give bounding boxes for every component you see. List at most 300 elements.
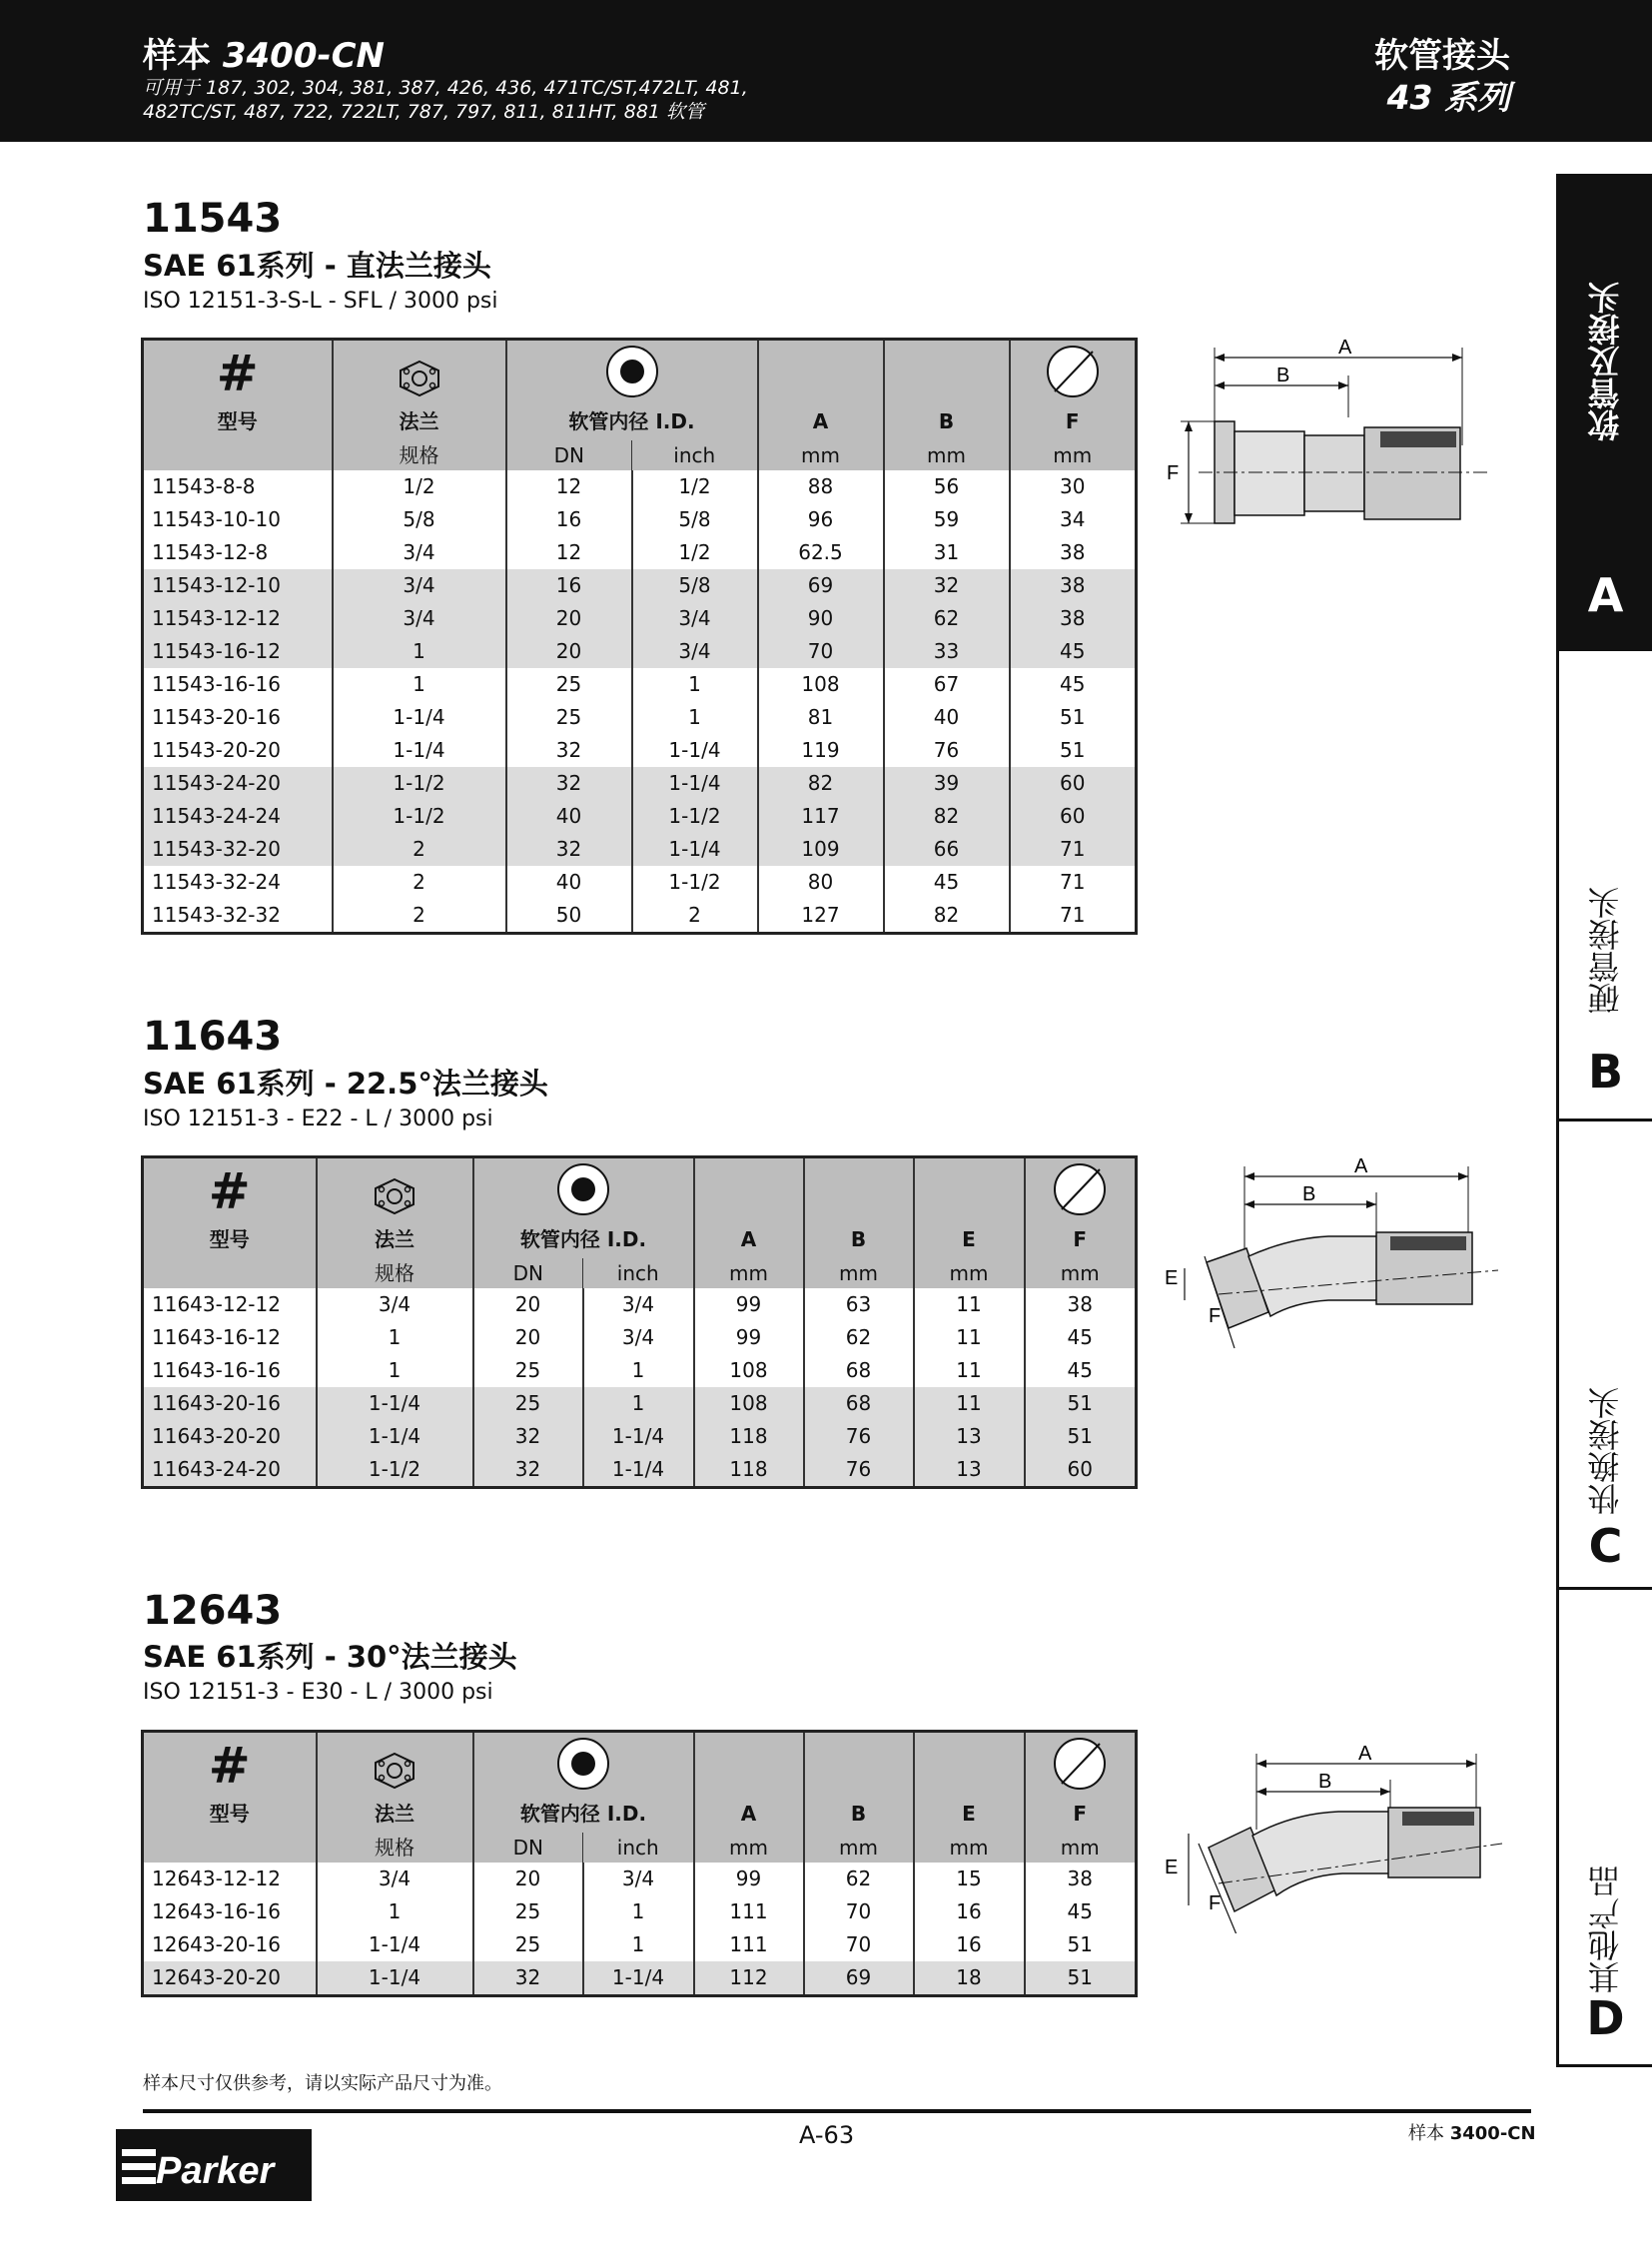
table-cell: 1 [583,1387,694,1420]
table-cell: 108 [694,1387,804,1420]
parker-logo [116,2129,312,2201]
col-flange: 法兰 [317,1795,473,1833]
col-f: F [1025,1220,1137,1258]
col-dn: DN [473,1258,583,1288]
table-cell: 11543-12-10 [143,569,333,602]
tab-label: 快换接头 [1586,1387,1625,1515]
table-cell: 38 [1010,569,1137,602]
table-cell: 11543-32-24 [143,866,333,899]
unit-f: mm [1025,1258,1137,1288]
tab-letter: C [1588,1519,1623,1573]
col-hose-id: 软管内径 I.D. [506,402,758,440]
table-cell: 5/8 [333,503,506,536]
table-cell: 111 [694,1895,804,1928]
table-cell: 62 [804,1863,914,1895]
table-cell: 11 [914,1354,1025,1387]
table-row [143,470,1137,503]
dim-a-label: A [1358,1743,1372,1765]
col-dn: DN [506,440,632,470]
catalog-number: 3400-CN [222,36,385,76]
col-b: B [884,402,1010,440]
logo-text: Parker [156,2150,275,2192]
flange-22-diagram [1159,1152,1518,1352]
catalog-reference [1408,2119,1536,2145]
unit-b: mm [804,1833,914,1863]
table-cell: 40 [506,800,632,833]
table-cell: 1 [632,668,758,701]
table-cell: 62 [884,602,1010,635]
col-a: A [694,1795,804,1833]
tab-letter: D [1586,1991,1625,2045]
table-row [143,635,1137,668]
tab-quick-couplings[interactable] [1559,1121,1652,1587]
table-cell: 76 [804,1453,914,1488]
unit-b: mm [804,1258,914,1288]
table-cell: 1-1/2 [632,866,758,899]
dim-f-label: F [1209,1892,1222,1914]
table-cell: 1 [333,635,506,668]
table-cell: 1-1/2 [333,767,506,800]
table-cell: 11 [914,1288,1025,1321]
table-cell: 3/4 [317,1863,473,1895]
applies-line-1: 可用于 187, 302, 304, 381, 387, 426, 436, 471TC/ST,472LT, 481, [143,77,748,99]
table-cell: 2 [333,899,506,934]
table-cell: 67 [884,668,1010,701]
table-cell: 1-1/4 [632,767,758,800]
table-cell: 11643-20-20 [143,1420,317,1453]
table-cell: 40 [506,866,632,899]
table-cell: 56 [884,470,1010,503]
table-cell: 13 [914,1453,1025,1488]
table-row [143,668,1137,701]
table-cell: 11643-16-16 [143,1354,317,1387]
table-cell: 99 [694,1288,804,1321]
hash-symbol: # [143,1157,317,1221]
page-header [0,0,1652,142]
col-b: B [804,1220,914,1258]
table-cell: 118 [694,1453,804,1488]
table-cell: 11643-24-20 [143,1453,317,1488]
col-inch: inch [583,1258,694,1288]
dim-b-label: B [1302,1183,1316,1205]
table-cell: 1-1/4 [317,1961,473,1996]
table-row [143,1928,1137,1961]
od-column-icon [1025,1157,1137,1221]
straight-flange-diagram [1159,336,1518,535]
table-cell: 3/4 [333,602,506,635]
table-row [143,899,1137,934]
flange-column-icon [333,340,506,403]
table-cell: 25 [506,668,632,701]
table-cell: 69 [804,1961,914,1996]
table-cell: 1-1/2 [317,1453,473,1488]
col-inch: inch [583,1833,694,1863]
section-number: 11543 [143,196,283,242]
category-title: 软管接头 [1374,36,1510,76]
table-cell: 12643-20-20 [143,1961,317,1996]
section-number: 12643 [143,1588,283,1634]
table-cell: 51 [1060,738,1086,762]
col-flange: 法兰 [317,1220,473,1258]
table-cell: 3/4 [632,635,758,668]
table-row [143,800,1137,833]
table-cell: 32 [473,1453,583,1488]
od-column-icon [1025,1732,1137,1796]
table-cell: 111 [694,1928,804,1961]
table-cell: 119 [758,734,884,767]
table-cell: 12643-12-12 [143,1863,317,1895]
table-cell: 3/4 [632,602,758,635]
table-cell: 32 [473,1420,583,1453]
table-cell: 1/2 [632,536,758,569]
diameter-icon [1052,1162,1108,1216]
dim-b-label: B [1318,1771,1332,1793]
table-cell: 108 [694,1354,804,1387]
section-standard: ISO 12151-3 - E30 - L / 3000 psi [143,1680,493,1705]
footnote: 样本尺寸仅供参考，请以实际产品尺寸为准。 [143,2073,502,2094]
table-cell: 1-1/4 [632,833,758,866]
table-cell: 16 [914,1928,1025,1961]
tab-label: 软管及接头 [1586,282,1625,441]
col-flange-size: 规格 [317,1833,473,1863]
table-cell: 11643-20-16 [143,1387,317,1420]
table-cell: 90 [758,602,884,635]
unit-b: mm [884,440,1010,470]
table-cell: 2 [632,899,758,934]
table-cell: 32 [473,1961,583,1996]
tab-other-products[interactable] [1559,1590,1652,2058]
unit-e: mm [914,1833,1025,1863]
table-cell: 63 [804,1288,914,1321]
table-row [143,1420,1137,1453]
flange-icon [370,1751,419,1791]
table-cell: 11543-20-16 [143,701,333,734]
table-cell: 1-1/2 [333,800,506,833]
spec-table [141,1155,1138,1489]
table-cell: 39 [884,767,1010,800]
table-cell: 45 [1067,1899,1093,1923]
dim-f-label: F [1167,462,1180,484]
table-cell: 34 [1060,507,1086,531]
section-title: SAE 61系列 - 30°法兰接头 [143,1640,517,1674]
hose-id-column-icon [473,1732,694,1796]
table-cell: 1-1/4 [333,734,506,767]
table-cell: 20 [473,1863,583,1895]
table-cell: 11543-32-20 [143,833,333,866]
col-f: F [1010,402,1137,440]
hose-id-icon [604,345,660,398]
table-row [143,1387,1137,1420]
col-dn: DN [473,1833,583,1863]
table-cell: 1 [333,668,506,701]
table-cell: 11543-12-8 [143,536,333,569]
flange-icon [395,359,444,398]
table-cell: 82 [884,899,1010,934]
table-cell: 71 [1010,833,1137,866]
flange-column-icon [317,1157,473,1221]
table-cell: 2 [333,833,506,866]
spec-table [141,1730,1138,1997]
col-flange-size: 规格 [317,1258,473,1288]
table-cell: 5/8 [632,569,758,602]
col-e: E [914,1795,1025,1833]
table-cell: 11543-8-8 [143,470,333,503]
catalog-title [143,28,385,77]
table-cell: 32 [506,734,632,767]
table-row [143,1321,1137,1354]
table-cell: 62.5 [758,536,884,569]
table-cell: 99 [694,1321,804,1354]
flange-column-icon [317,1732,473,1796]
table-cell: 1-1/4 [583,1420,694,1453]
table-cell: 109 [758,833,884,866]
col-inch: inch [632,440,758,470]
table-row [143,536,1137,569]
table-cell: 45 [884,866,1010,899]
table-cell: 33 [884,635,1010,668]
table-cell: 76 [884,734,1010,767]
table-cell: 40 [884,701,1010,734]
table-cell: 12643-20-16 [143,1928,317,1961]
od-column-icon [1010,340,1137,403]
table-cell: 3/4 [583,1863,694,1895]
catalog-ref-prefix: 样本 [1408,2123,1444,2144]
table-cell: 32 [506,767,632,800]
col-flange: 法兰 [333,402,506,440]
tab-label: 硬管接头 [1586,887,1625,1015]
section-number: 11643 [143,1014,283,1060]
table-cell: 3/4 [583,1321,694,1354]
hose-id-column-icon [473,1157,694,1221]
col-a: A [758,402,884,440]
table-cell: 99 [694,1863,804,1895]
unit-a: mm [694,1833,804,1863]
table-cell: 31 [884,536,1010,569]
table-cell: 5/8 [632,503,758,536]
table-row [143,866,1137,899]
tab-letter: A [1587,568,1624,622]
table-cell: 60 [1010,800,1137,833]
tab-tube-fittings[interactable] [1559,651,1652,1119]
table-cell: 51 [1025,1420,1137,1453]
table-row [143,569,1137,602]
dim-e-label: E [1165,1857,1179,1878]
table-cell: 45 [1010,635,1137,668]
table-cell: 16 [506,569,632,602]
table-cell: 25 [473,1354,583,1387]
table-cell: 108 [758,668,884,701]
table-cell: 3/4 [583,1288,694,1321]
table-cell: 1 [632,701,758,734]
table-cell: 70 [758,635,884,668]
table-row [143,833,1137,866]
table-cell: 1-1/4 [583,1453,694,1488]
col-e: E [914,1220,1025,1258]
table-cell: 62 [804,1321,914,1354]
table-cell: 60 [1025,1453,1137,1488]
col-model: 型号 [143,1220,317,1258]
table-row [143,602,1137,635]
table-cell: 88 [758,470,884,503]
table-cell: 20 [506,635,632,668]
table-cell: 96 [758,503,884,536]
table-cell: 70 [804,1895,914,1928]
table-cell: 15 [914,1863,1025,1895]
unit-f: mm [1010,440,1137,470]
tab-hoses-fittings[interactable] [1559,177,1652,648]
table-cell: 71 [1060,870,1086,894]
table-cell: 50 [506,899,632,934]
table-cell: 3/4 [333,569,506,602]
dim-f-label: F [1209,1305,1222,1327]
table-cell: 1-1/4 [317,1387,473,1420]
table-cell: 11543-16-12 [143,635,333,668]
hose-id-column-icon [506,340,758,403]
page-number: A-63 [799,2121,855,2149]
section-standard: ISO 12151-3 - E22 - L / 3000 psi [143,1107,493,1131]
tab-letter: B [1587,1045,1624,1099]
table-cell: 45 [1067,1358,1093,1382]
table-cell: 60 [1010,767,1137,800]
col-hose-id: 软管内径 I.D. [473,1220,694,1258]
table-cell: 13 [914,1420,1025,1453]
table-cell: 45 [1067,1325,1093,1349]
diameter-icon [1045,345,1101,398]
table-row [143,767,1137,800]
table-cell: 80 [758,866,884,899]
diameter-icon [1052,1737,1108,1791]
table-cell: 25 [473,1895,583,1928]
table-row [143,734,1137,767]
table-cell: 12 [506,536,632,569]
table-row [143,503,1137,536]
table-cell: 11543-12-12 [143,602,333,635]
table-row [143,1961,1137,1996]
footer-rule [143,2109,1531,2113]
table-cell: 32 [506,833,632,866]
table-cell: 38 [1060,540,1086,564]
table-cell: 12 [506,470,632,503]
table-row [143,1453,1137,1488]
table-cell: 1 [317,1321,473,1354]
applies-to [143,76,748,124]
table-cell: 51 [1025,1961,1137,1996]
series-title: 43 系列 [1386,78,1510,117]
table-cell: 25 [506,701,632,734]
col-b: B [804,1795,914,1833]
table-cell: 11543-32-32 [143,899,333,934]
table-cell: 51 [1060,705,1086,729]
table-cell: 81 [758,701,884,734]
table-cell: 30 [1060,474,1086,498]
table-cell: 82 [884,800,1010,833]
flange-icon [370,1176,419,1216]
table-cell: 1-1/4 [632,734,758,767]
table-row [143,701,1137,734]
table-cell: 11543-24-24 [143,800,333,833]
table-cell: 18 [914,1961,1025,1996]
table-cell: 1 [583,1895,694,1928]
unit-a: mm [758,440,884,470]
dim-a-label: A [1354,1155,1368,1177]
unit-a: mm [694,1258,804,1288]
table-cell: 1-1/4 [317,1420,473,1453]
table-cell: 11643-16-12 [143,1321,317,1354]
table-row [143,1895,1137,1928]
table-cell: 112 [694,1961,804,1996]
table-cell: 1 [583,1928,694,1961]
table-cell: 11543-16-16 [143,668,333,701]
table-cell: 1 [583,1354,694,1387]
table-cell: 70 [804,1928,914,1961]
table-cell: 20 [506,602,632,635]
hash-symbol: # [143,1732,317,1796]
table-cell: 1/2 [632,470,758,503]
table-cell: 117 [758,800,884,833]
table-row [143,1288,1137,1321]
table-cell: 25 [473,1387,583,1420]
table-cell: 51 [1025,1387,1137,1420]
dim-a-label: A [1338,337,1352,359]
catalog-prefix: 样本 [143,36,211,76]
hose-id-icon [555,1737,611,1791]
dim-b-label: B [1276,365,1290,386]
table-cell: 32 [884,569,1010,602]
table-cell: 69 [758,569,884,602]
table-cell: 11 [914,1321,1025,1354]
table-cell: 11643-12-12 [143,1288,317,1321]
unit-f: mm [1025,1833,1137,1863]
table-cell: 127 [758,899,884,934]
table-cell: 51 [1067,1932,1093,1956]
table-cell: 66 [884,833,1010,866]
table-cell: 3/4 [317,1288,473,1321]
table-cell: 1-1/4 [317,1928,473,1961]
col-model: 型号 [143,402,333,440]
table-cell: 38 [1067,1867,1093,1890]
hose-id-icon [555,1162,611,1216]
table-cell: 12643-16-16 [143,1895,317,1928]
table-cell: 38 [1010,602,1137,635]
col-flange-size: 规格 [333,440,506,470]
table-cell: 118 [694,1420,804,1453]
table-cell: 68 [804,1387,914,1420]
table-cell: 68 [804,1354,914,1387]
table-cell: 20 [473,1288,583,1321]
tab-label: 其他产品 [1586,1866,1625,1993]
table-cell: 11543-24-20 [143,767,333,800]
col-hose-id: 软管内径 I.D. [473,1795,694,1833]
table-cell: 11 [914,1387,1025,1420]
table-cell: 16 [914,1895,1025,1928]
spec-table [141,338,1138,935]
table-cell: 82 [758,767,884,800]
catalog-ref-number: 3400-CN [1449,2123,1536,2144]
col-a: A [694,1220,804,1258]
table-row [143,1863,1137,1895]
table-cell: 20 [473,1321,583,1354]
hash-symbol: # [143,340,333,403]
unit-e: mm [914,1258,1025,1288]
col-f: F [1025,1795,1137,1833]
table-cell: 45 [1060,672,1086,696]
table-cell: 25 [473,1928,583,1961]
table-cell: 59 [884,503,1010,536]
table-cell: 2 [333,866,506,899]
table-cell: 1-1/2 [632,800,758,833]
table-cell: 1-1/4 [333,701,506,734]
table-cell: 38 [1067,1292,1093,1316]
